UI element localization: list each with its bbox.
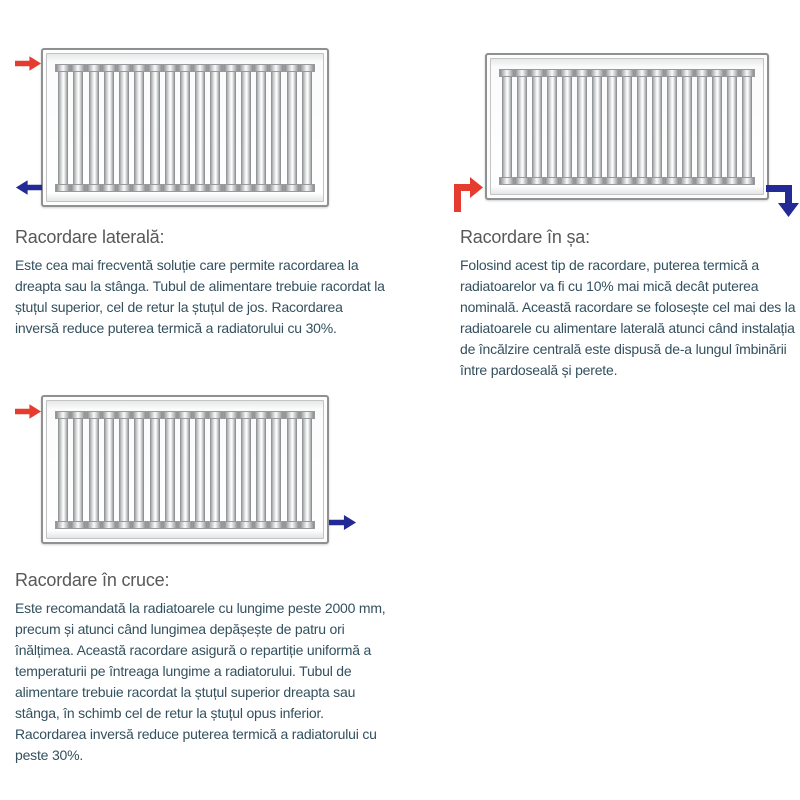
radiator-slat bbox=[271, 65, 281, 191]
radiator-lateral bbox=[41, 48, 329, 207]
radiator-slat bbox=[73, 65, 83, 191]
radiator-slat bbox=[119, 412, 129, 528]
section-body-cross: Este recomandată la radiatoarele cu lungime peste 2000 mm, precum și atunci când lungimea depășește de patru ori înălțimea. Această racordare asigură o repartiție uniformă a temperaturii pe întreaga lungime a radiatorului. Tubul de alimentare trebuie racordat la ștuțul superior dreapta sau stânga, în schimb cel de retur la ștuțul opus inferior. Racordarea inversă reduce puterea termică a radiatorului cu peste 30%. bbox=[15, 600, 386, 763]
radiator-cross-panel bbox=[46, 400, 324, 539]
radiator-slat bbox=[58, 65, 68, 191]
radiator-slat bbox=[502, 70, 512, 184]
radiator-slat bbox=[562, 70, 572, 184]
section-title-saddle: Racordare în șa: bbox=[460, 227, 590, 247]
supply-arrow-right-icon bbox=[15, 55, 42, 72]
radiator-slat bbox=[150, 65, 160, 191]
radiator-slat bbox=[210, 65, 220, 191]
radiator-slat bbox=[547, 70, 557, 184]
radiator-slat bbox=[271, 412, 281, 528]
section-title-lateral: Racordare laterală: bbox=[15, 227, 165, 247]
radiator-cross bbox=[41, 395, 329, 544]
radiator-slat bbox=[150, 412, 160, 528]
radiator-slat bbox=[89, 65, 99, 191]
radiator-slat bbox=[287, 65, 297, 191]
radiator-slat bbox=[89, 412, 99, 528]
radiator-slat bbox=[134, 65, 144, 191]
radiator-slat bbox=[697, 70, 707, 184]
radiator-saddle bbox=[485, 53, 769, 200]
radiator-slat bbox=[119, 65, 129, 191]
radiator-slat bbox=[226, 65, 236, 191]
radiator-slat bbox=[58, 412, 68, 528]
section-body-saddle: Folosind acest tip de racordare, puterea termică a radiatoarelor va fi cu 10% mai mică decât puterea nominală. Această racordare se folosește cel mai des la radiatoarele cu alimentare laterală atunci când instalația de încălzire centrală este dispusă de-a lungul îmbinării între pardoseală și perete. bbox=[460, 257, 796, 378]
radiator-slat bbox=[517, 70, 527, 184]
radiator-slat bbox=[210, 412, 220, 528]
radiator-slat bbox=[652, 70, 662, 184]
radiator-slat bbox=[712, 70, 722, 184]
section-title-cross: Racordare în cruce: bbox=[15, 570, 170, 590]
radiator-slat bbox=[592, 70, 602, 184]
radiator-slat bbox=[73, 412, 83, 528]
supply-arrow-right-icon bbox=[15, 403, 42, 420]
radiator-slat bbox=[302, 412, 312, 528]
supply-arrow-elbow-right-icon bbox=[452, 172, 484, 212]
radiator-slat bbox=[241, 412, 251, 528]
radiator-slat bbox=[104, 412, 114, 528]
radiator-slat bbox=[104, 65, 114, 191]
radiator-slat bbox=[256, 412, 266, 528]
radiator-slat bbox=[637, 70, 647, 184]
radiator-slat bbox=[577, 70, 587, 184]
radiator-slat bbox=[742, 70, 752, 184]
radiator-lateral-panel bbox=[46, 53, 324, 202]
radiator-slat bbox=[165, 65, 175, 191]
radiator-slat bbox=[256, 65, 266, 191]
radiator-slat bbox=[180, 412, 190, 528]
radiator-slat bbox=[165, 412, 175, 528]
radiator-slat bbox=[727, 70, 737, 184]
return-arrow-left-icon bbox=[15, 179, 42, 196]
radiator-slat bbox=[532, 70, 542, 184]
radiator-slat bbox=[607, 70, 617, 184]
return-arrow-right-icon bbox=[329, 514, 357, 531]
radiator-slat bbox=[302, 65, 312, 191]
section-body-lateral: Este cea mai frecventă soluție care permite racordarea la dreapta sau la stânga. Tubul de alimentare trebuie racordat la ștuțul superior, cel de retur la ștuțul de jos. Racordarea inversă reduce puterea termică a radiatorului cu 30%. bbox=[15, 257, 385, 336]
radiator-saddle-panel bbox=[490, 58, 764, 195]
radiator-slat bbox=[134, 412, 144, 528]
return-arrow-elbow-down-icon bbox=[766, 183, 800, 219]
radiator-slat bbox=[180, 65, 190, 191]
radiator-slat bbox=[241, 65, 251, 191]
radiator-slat bbox=[287, 412, 297, 528]
radiator-slat bbox=[622, 70, 632, 184]
radiator-slat bbox=[682, 70, 692, 184]
radiator-slat bbox=[195, 65, 205, 191]
radiator-slat bbox=[226, 412, 236, 528]
radiator-slat bbox=[667, 70, 677, 184]
radiator-slat bbox=[195, 412, 205, 528]
